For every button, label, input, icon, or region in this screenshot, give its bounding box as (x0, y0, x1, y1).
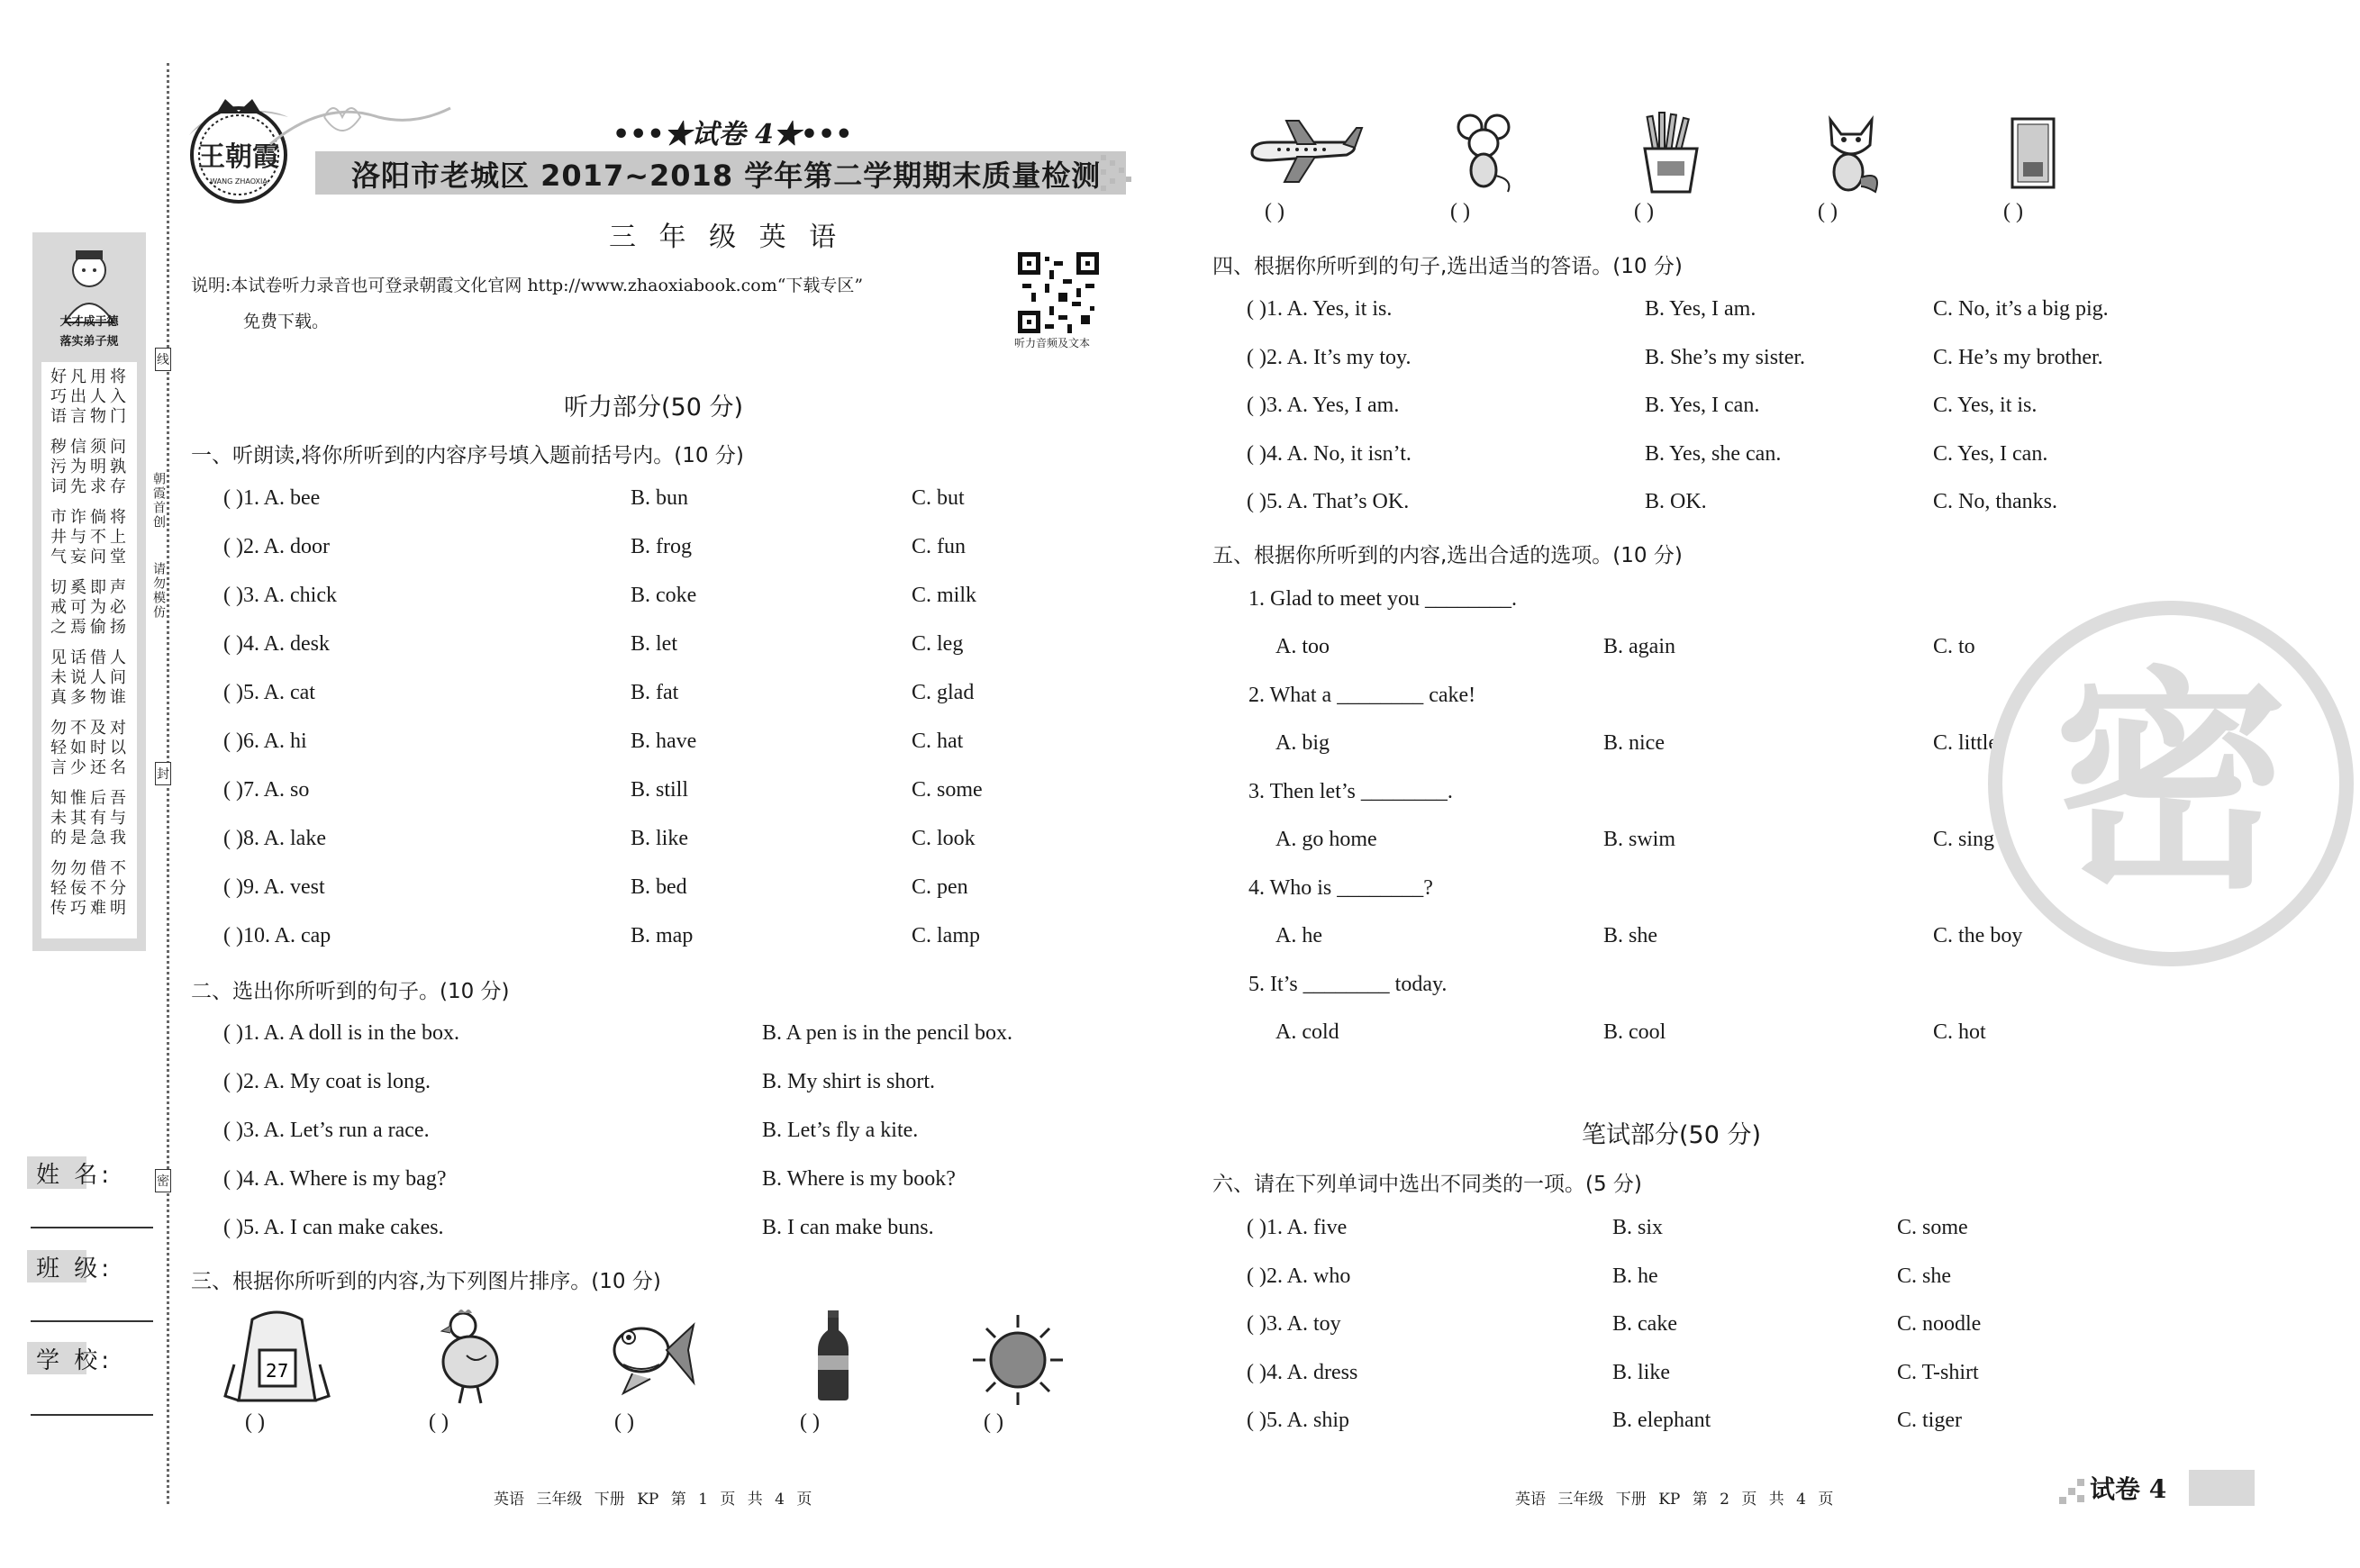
motto-char: 吾 (110, 789, 126, 808)
q5-option-a: A. go home (1275, 828, 1377, 851)
motto-char: 后 (90, 789, 106, 808)
motto-char: 名 (110, 758, 126, 777)
q1-option-b: B. map (631, 924, 694, 947)
q1-option-a: ( )10. A. cap (223, 924, 331, 947)
q1-option-b: B. frog (631, 535, 692, 558)
q5-option-a: A. cold (1275, 1020, 1339, 1044)
motto-char: 切 (50, 578, 67, 597)
q1-option-c: C. hat (912, 730, 964, 753)
exam-title: 洛阳市老城区 2017~2018 学年第二学期期末质量检测 (351, 159, 1102, 193)
ribbon-decoration-icon (270, 90, 450, 153)
motto-caption-1: 大才成于德 (59, 315, 119, 329)
motto-char: 勿 (50, 859, 67, 878)
name-field[interactable] (31, 1227, 153, 1228)
q6-option-b: B. like (1612, 1360, 1670, 1384)
motto-char: 诈 (70, 508, 86, 527)
motto-char: 勿 (70, 859, 86, 878)
q4-option-c: C. He’s my brother. (1933, 345, 2103, 369)
q1-option-b: B. coke (631, 584, 697, 607)
motto-char: 之 (50, 618, 67, 637)
q5-heading: 五、根据你所听到的内容,选出合适的选项。(10 分) (1212, 544, 1683, 567)
french-fries-icon (1639, 113, 1702, 194)
motto-char: 巧 (50, 387, 67, 406)
motto-char: 倘 (90, 508, 106, 527)
q6-option-b: B. elephant (1612, 1409, 1711, 1432)
motto-char: 时 (90, 739, 106, 757)
motto-char: 物 (90, 407, 106, 426)
q1-option-c: C. pen (912, 875, 968, 899)
q5-question: 1. Glad to meet you ________. (1248, 587, 1517, 611)
q4-option-c: C. Yes, it is. (1933, 394, 2038, 417)
motto-char: 以 (110, 739, 126, 757)
motto-char: 为 (70, 458, 86, 476)
q5-option-b: B. nice (1603, 731, 1665, 755)
motto-verse (49, 648, 137, 708)
q2-option-a: ( )4. A. Where is my bag? (223, 1167, 447, 1191)
motto-char: 不 (70, 719, 86, 738)
motto-char: 未 (50, 668, 67, 687)
q4-option-a: ( )2. A. It’s my toy. (1247, 345, 1411, 369)
motto-char: 物 (90, 688, 106, 707)
q5-option-b: B. swim (1603, 828, 1676, 851)
q1-option-a: ( )4. A. desk (223, 632, 330, 656)
motto-char: 言 (70, 407, 86, 426)
q1-option-b: B. have (631, 730, 697, 753)
q1-option-a: ( )1. A. bee (223, 486, 321, 510)
q4-option-a: ( )3. A. Yes, I am. (1247, 394, 1400, 417)
q1-option-b: B. bun (631, 486, 689, 510)
motto-char: 人 (90, 387, 106, 406)
q5-option-a: A. he (1275, 924, 1322, 947)
q5-option-a: A. big (1275, 731, 1330, 755)
q5-option-b: B. again (1603, 635, 1675, 658)
motto-char: 气 (50, 548, 67, 566)
motto-char: 的 (50, 829, 67, 847)
motto-char: 问 (110, 668, 126, 687)
motto-char: 词 (50, 477, 67, 496)
motto-char: 必 (110, 598, 126, 617)
q6-option-c: C. T-shirt (1897, 1360, 1979, 1384)
motto-char: 不 (90, 528, 106, 547)
q6-option-c: C. she (1897, 1264, 1951, 1288)
motto-char: 存 (110, 477, 126, 496)
q6-option-a: ( )3. A. toy (1247, 1312, 1341, 1336)
q1-option-a: ( )2. A. door (223, 535, 330, 558)
q5-question: 5. It’s ________ today. (1248, 973, 1448, 996)
motto-verse (49, 719, 137, 778)
motto-char: 市 (50, 508, 67, 527)
q6-heading: 六、请在下列单词中选出不同类的一项。(5 分) (1212, 1173, 1642, 1196)
corner-bar (2189, 1470, 2255, 1506)
motto-char: 勿 (50, 719, 67, 738)
q1-option-b: B. still (631, 778, 689, 802)
motto-char: 与 (70, 528, 86, 547)
motto-char: 用 (90, 367, 106, 386)
motto-char: 声 (110, 578, 126, 597)
goldfish-icon (605, 1310, 695, 1396)
motto-char: 有 (90, 809, 106, 828)
hen-icon (431, 1306, 503, 1405)
q3-blank-8[interactable]: ( ) (1634, 200, 1654, 223)
q2-option-b: B. Where is my book? (762, 1167, 956, 1191)
motto-char: 语 (50, 407, 67, 426)
q1-option-c: C. some (912, 778, 983, 802)
motto-char: 奚 (70, 578, 86, 597)
q3-blank-9[interactable]: ( ) (1818, 200, 1838, 223)
q4-option-a: ( )1. A. Yes, it is. (1247, 297, 1393, 321)
mouse-icon (1452, 113, 1515, 194)
q3-blank-4[interactable]: ( ) (800, 1410, 820, 1434)
q1-option-c: C. lamp (912, 924, 980, 947)
q6-option-b: B. cake (1612, 1312, 1677, 1336)
motto-char: 井 (50, 528, 67, 547)
motto-char: 求 (90, 477, 106, 496)
q4-option-c: C. Yes, I can. (1933, 441, 2048, 466)
q2-option-b: B. Let’s fly a kite. (762, 1119, 919, 1142)
q1-option-c: C. but (912, 486, 965, 510)
q1-heading: 一、听朗读,将你所听到的内容序号填入题前括号内。(10 分) (191, 444, 744, 467)
motto-verse (49, 438, 137, 497)
written-heading: 笔试部分(50 分) (1582, 1121, 1762, 1149)
motto-char: 分 (110, 879, 126, 898)
picture-frame-icon (2011, 117, 2056, 189)
motto-char: 须 (90, 438, 106, 457)
sun-icon (973, 1315, 1063, 1405)
airplane-icon (1243, 117, 1365, 185)
motto-char: 轻 (50, 739, 67, 757)
q5-option-a: A. too (1275, 635, 1330, 658)
motto-char: 人 (90, 668, 106, 687)
motto-char: 人 (110, 648, 126, 667)
q1-option-b: B. let (631, 632, 677, 656)
motto-char: 焉 (70, 618, 86, 637)
motto-char: 其 (70, 809, 86, 828)
motto-char: 与 (110, 809, 126, 828)
q1-option-c: C. leg (912, 632, 964, 656)
motto-char: 问 (90, 548, 106, 566)
corner-exam-tag: 试卷 4 (2090, 1474, 2167, 1504)
q3-blank-5[interactable]: ( ) (984, 1410, 1003, 1434)
motto-char: 好 (50, 367, 67, 386)
motto-char: 将 (110, 367, 126, 386)
motto-verse (49, 367, 137, 427)
q1-option-b: B. bed (631, 875, 687, 899)
class-label: 班 级: (36, 1255, 113, 1282)
listening-heading: 听力部分(50 分) (564, 394, 744, 421)
q3-blank-10[interactable]: ( ) (2003, 200, 2023, 223)
motto-char: 将 (110, 508, 126, 527)
motto-char: 偷 (90, 618, 106, 637)
q4-heading: 四、根据你所听到的句子,选出适当的答语。(10 分) (1212, 255, 1683, 278)
motto-char: 明 (90, 458, 106, 476)
qr-code-icon[interactable] (1018, 252, 1099, 333)
motto-char: 门 (110, 407, 126, 426)
seal-text-original: 朝霞首创 (151, 472, 166, 530)
cola-bottle-icon (812, 1310, 854, 1400)
q2-option-a: ( )5. A. I can make cakes. (223, 1216, 444, 1239)
motto-char: 不 (90, 879, 106, 898)
q1-option-a: ( )3. A. chick (223, 584, 337, 607)
motto-char: 扬 (110, 618, 126, 637)
q2-option-b: B. My shirt is short. (762, 1070, 936, 1093)
motto-char: 传 (50, 899, 67, 918)
motto-char: 先 (70, 477, 86, 496)
q2-option-a: ( )3. A. Let’s run a race. (223, 1119, 430, 1142)
q5-option-c: C. to (1933, 635, 1975, 658)
q1-option-a: ( )6. A. hi (223, 730, 307, 753)
motto-char: 急 (90, 829, 106, 847)
motto-char: 还 (90, 758, 106, 777)
q2-option-a: ( )2. A. My coat is long. (223, 1070, 431, 1093)
q4-option-b: B. Yes, I can. (1645, 394, 1760, 417)
motto-char: 秽 (50, 438, 67, 457)
motto-char: 即 (90, 578, 106, 597)
motto-char: 入 (110, 387, 126, 406)
footer-right-page-info: 英语 三年级 下册 KP 第 2 页 共 4 页 (1515, 1491, 1834, 1509)
q1-option-c: C. look (912, 827, 976, 850)
name-label: 姓 名: (36, 1162, 113, 1189)
motto-char: 不 (110, 859, 126, 878)
motto-char: 可 (70, 598, 86, 617)
q6-option-a: ( )5. A. ship (1247, 1409, 1349, 1432)
q1-option-b: B. fat (631, 681, 679, 704)
q3-heading: 三、根据你所听到的内容,为下列图片排序。(10 分) (191, 1270, 661, 1293)
motto-char: 谁 (110, 688, 126, 707)
motto-char: 信 (70, 438, 86, 457)
q6-option-a: ( )4. A. dress (1247, 1360, 1358, 1384)
q6-option-c: C. some (1897, 1216, 1968, 1239)
motto-char: 问 (110, 438, 126, 457)
footer-left-page-info: 英语 三年级 下册 KP 第 1 页 共 4 页 (494, 1491, 812, 1509)
q2-option-b: B. A pen is in the pencil box. (762, 1021, 1012, 1045)
motto-char: 出 (70, 387, 86, 406)
q3-blank-7[interactable]: ( ) (1450, 200, 1470, 223)
q1-option-a: ( )8. A. lake (223, 827, 326, 850)
q4-option-c: C. No, it’s a big pig. (1933, 297, 2109, 321)
fox-icon (1820, 113, 1883, 194)
motto-char: 上 (110, 528, 126, 547)
class-field[interactable] (31, 1320, 153, 1322)
q4-option-c: C. No, thanks. (1933, 490, 2057, 513)
motto-caption-2: 落实弟子规 (59, 335, 119, 349)
motto-char: 污 (50, 458, 67, 476)
seal-text-no-copy: 请勿模仿 (151, 562, 166, 620)
q1-option-a: ( )9. A. vest (223, 875, 325, 899)
motto-char: 借 (90, 859, 106, 878)
svg-text:27: 27 (266, 1360, 289, 1382)
q1-option-c: C. fun (912, 535, 966, 558)
title-bar-dots-icon (1101, 151, 1137, 195)
q3-blank-6[interactable]: ( ) (1265, 200, 1284, 223)
motto-char: 难 (90, 899, 106, 918)
motto-char: 巧 (70, 899, 86, 918)
motto-char: 少 (70, 758, 86, 777)
download-note-2: 免费下载。 (243, 312, 330, 331)
seal-mark-seal: 封 (155, 762, 171, 785)
q5-option-c: C. sing (1933, 828, 1995, 851)
q1-option-c: C. milk (912, 584, 977, 607)
school-label: 学 校: (36, 1347, 113, 1374)
q6-option-c: C. noodle (1897, 1312, 1982, 1336)
q1-option-a: ( )7. A. so (223, 778, 310, 802)
motto-char: 借 (90, 648, 106, 667)
backpack-icon (225, 1310, 329, 1409)
q5-question: 3. Then let’s ________. (1248, 780, 1453, 803)
motto-char: 戒 (50, 598, 67, 617)
motto-verse (49, 508, 137, 567)
school-field[interactable] (31, 1414, 153, 1416)
q4-option-a: ( )4. A. No, it isn’t. (1247, 441, 1411, 466)
motto-char: 真 (50, 688, 67, 707)
q6-option-b: B. six (1612, 1216, 1664, 1239)
q4-option-b: B. Yes, I am. (1645, 297, 1756, 321)
seal-mark-line: 线 (155, 348, 171, 371)
seal-mark-secret: 密 (155, 1169, 171, 1192)
q2-option-b: B. I can make buns. (762, 1216, 934, 1239)
motto-char: 知 (50, 789, 67, 808)
motto-char: 多 (70, 688, 86, 707)
q5-option-b: B. she (1603, 924, 1657, 947)
motto-char: 凡 (70, 367, 86, 386)
q3-blank-3[interactable]: ( ) (614, 1410, 634, 1434)
q5-question: 4. Who is ________? (1248, 876, 1433, 900)
motto-char: 佞 (70, 879, 86, 898)
q5-question: 2. What a ________ cake! (1248, 684, 1476, 707)
logo-sub: WANG ZHAOXIA (210, 177, 268, 186)
q4-option-b: B. She’s my sister. (1645, 345, 1806, 369)
q4-option-a: ( )5. A. That’s OK. (1247, 490, 1410, 513)
q6-option-a: ( )2. A. who (1247, 1264, 1351, 1288)
qr-caption: 听力音频及文本 (1014, 337, 1091, 349)
q5-option-b: B. cool (1603, 1020, 1666, 1044)
motto-char: 说 (70, 668, 86, 687)
motto-char: 见 (50, 648, 67, 667)
motto-char: 对 (110, 719, 126, 738)
motto-verse (49, 859, 137, 919)
motto-verse (49, 789, 137, 848)
motto-char: 是 (70, 829, 86, 847)
motto-char: 话 (70, 648, 86, 667)
motto-verses (41, 362, 137, 938)
motto-char: 我 (110, 829, 126, 847)
logo-text: 王朝霞 (198, 141, 279, 173)
q6-option-c: C. tiger (1897, 1409, 1962, 1432)
q1-option-b: B. like (631, 827, 688, 850)
q2-heading: 二、选出你所听到的句子。(10 分) (191, 980, 510, 1003)
motto-char: 明 (110, 899, 126, 918)
motto-char: 言 (50, 758, 67, 777)
q2-option-a: ( )1. A. A doll is in the box. (223, 1021, 460, 1045)
scholar-figure-icon (43, 240, 135, 322)
q3-blank-2[interactable]: ( ) (429, 1410, 449, 1434)
q1-option-c: C. glad (912, 681, 975, 704)
q6-option-a: ( )1. A. five (1247, 1216, 1348, 1239)
motto-verse (49, 578, 137, 638)
motto-char: 妄 (70, 548, 86, 566)
motto-char: 为 (90, 598, 106, 617)
secret-seal-watermark (1982, 594, 2360, 973)
q1-option-a: ( )5. A. cat (223, 681, 315, 704)
download-note: 说明:本试卷听力录音也可登录朝霞文化官网 http://www.zhaoxiabook.com“下载专区” (191, 276, 864, 295)
motto-char: 惟 (70, 789, 86, 808)
motto-char: 轻 (50, 879, 67, 898)
q5-option-c: C. the boy (1933, 924, 2023, 947)
q3-blank-1[interactable]: ( ) (245, 1410, 265, 1434)
corner-dots-icon (2059, 1477, 2086, 1504)
q6-option-b: B. he (1612, 1264, 1658, 1288)
q4-option-b: B. OK. (1645, 490, 1707, 513)
q5-option-c: C. little (1933, 731, 1998, 755)
exam-number-tag: •••★试卷 4★••• (613, 119, 853, 150)
motto-char: 堂 (110, 548, 126, 566)
seal-char: 密 (2054, 648, 2288, 920)
motto-char: 未 (50, 809, 67, 828)
motto-char: 孰 (110, 458, 126, 476)
q5-option-c: C. hot (1933, 1020, 1986, 1044)
motto-char: 如 (70, 739, 86, 757)
exam-subtitle: 三 年 级 英 语 (609, 222, 844, 253)
motto-char: 及 (90, 719, 106, 738)
q4-option-b: B. Yes, she can. (1645, 441, 1782, 466)
